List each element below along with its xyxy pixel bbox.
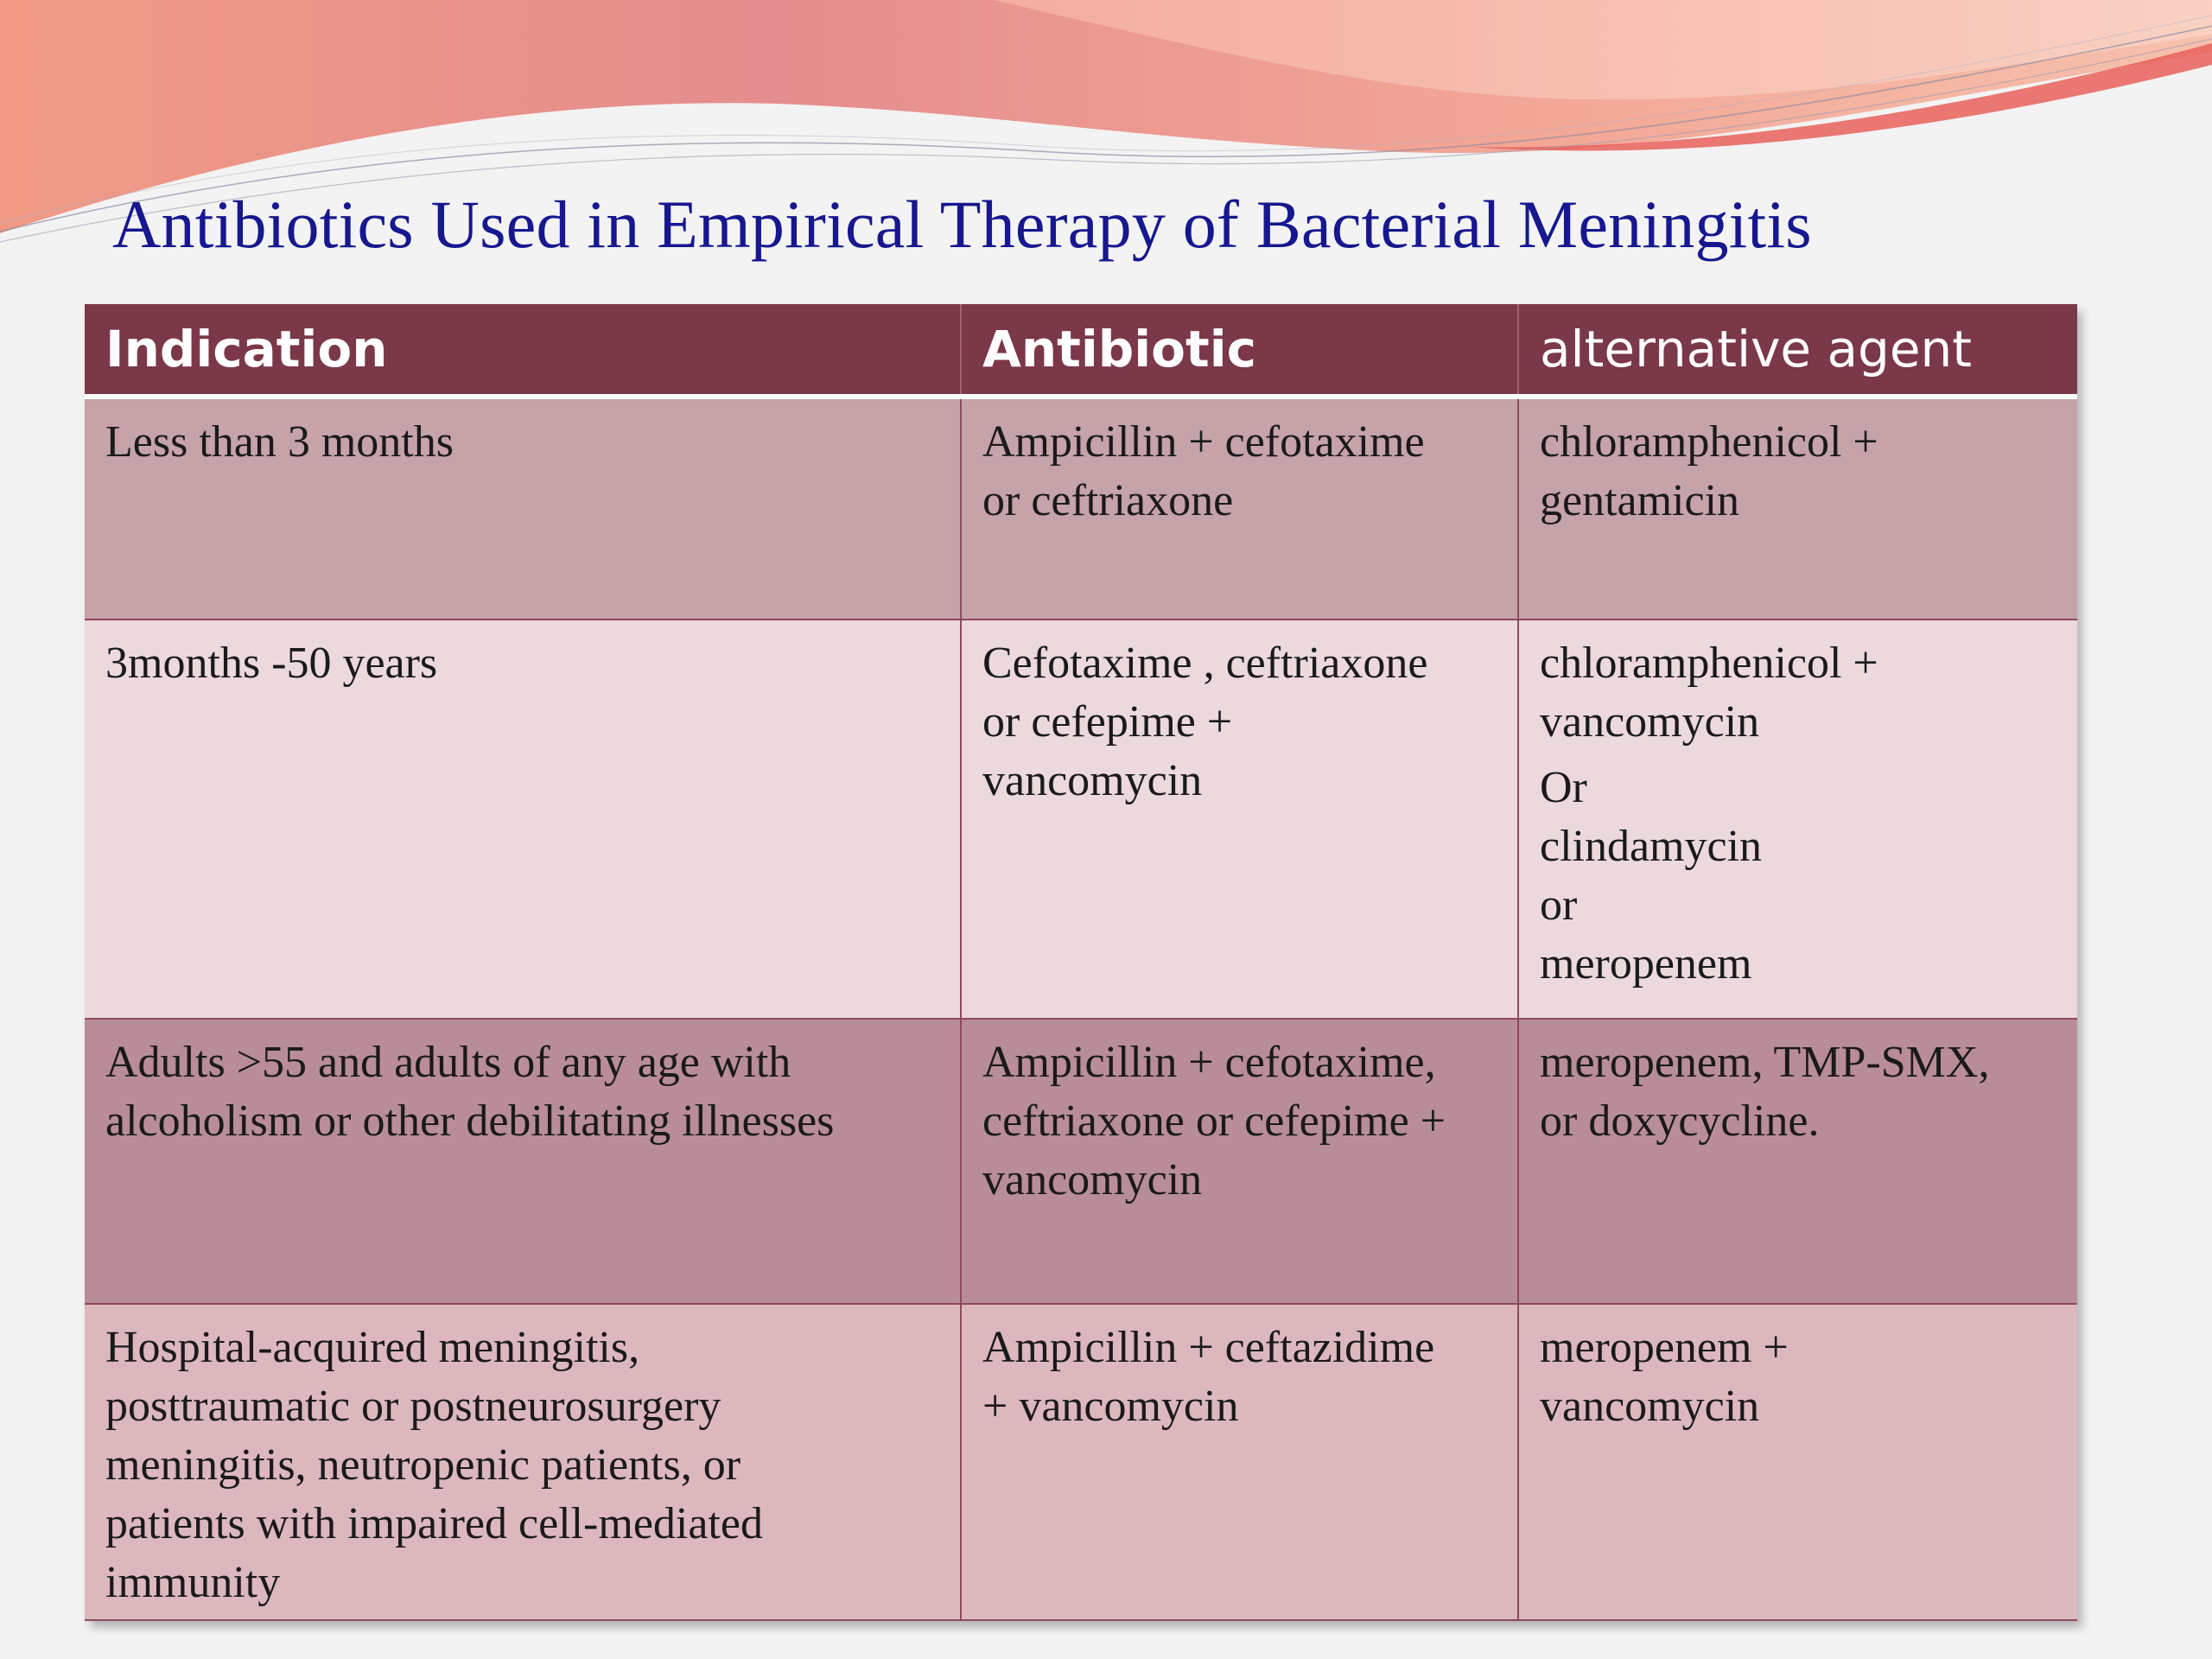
cell-line: posttraumatic or postneurosurgery — [105, 1382, 721, 1431]
indication-cell — [85, 620, 961, 1019]
antibiotic-cell — [961, 397, 1518, 620]
cell-line: vancomycin — [982, 1155, 1203, 1205]
cell-line: or ceftriaxone — [982, 476, 1234, 525]
alternative-agent-cell — [1518, 397, 2077, 620]
cell-line: or cefepime + — [982, 697, 1233, 747]
indication-cell — [85, 397, 961, 620]
cell-line: Ampicillin + ceftazidime — [982, 1323, 1435, 1372]
alternative-agent-cell — [1518, 620, 2077, 1019]
therapy-table-container — [85, 304, 2077, 1621]
cell-line: vancomycin — [982, 756, 1203, 805]
table-row — [85, 397, 2077, 620]
cell-line: chloramphenicol + — [1540, 417, 1878, 467]
cell-line: chloramphenicol + — [1540, 639, 1878, 688]
alternative-agent-cell — [1518, 1304, 2077, 1620]
cell-line: Cefotaxime , ceftriaxone — [982, 639, 1428, 688]
cell-line: + vancomycin — [982, 1382, 1239, 1431]
table-row — [85, 1019, 2077, 1304]
header-alternative-agent: alternative agent — [1518, 304, 2077, 397]
cell-line: Or — [1540, 763, 1587, 812]
antibiotic-cell — [961, 1019, 1518, 1304]
indication-cell — [85, 1304, 961, 1620]
cell-line: meningitis, neutropenic patients, or — [105, 1440, 741, 1490]
cell-line: Adults >55 and adults of any age with — [105, 1038, 791, 1087]
cell-line: vancomycin — [1540, 697, 1760, 747]
cell-line: clindamycin — [1540, 822, 1763, 871]
cell-line: meropenem + — [1540, 1323, 1789, 1372]
cell-line: Ampicillin + cefotaxime — [982, 417, 1425, 467]
cell-line: immunity — [105, 1558, 281, 1607]
cell-line: or doxycycline. — [1540, 1096, 1820, 1146]
cell-line: Ampicillin + cefotaxime, — [982, 1038, 1436, 1087]
antibiotic-cell — [961, 1304, 1518, 1620]
header-indication: Indication — [85, 304, 961, 397]
table-row — [85, 1304, 2077, 1620]
cell-line: alcoholism or other debilitating illnesses — [105, 1096, 835, 1146]
cell-line: gentamicin — [1540, 476, 1740, 525]
cell-line: meropenem, TMP-SMX, — [1540, 1038, 1990, 1087]
table-header-row — [85, 304, 2077, 397]
antibiotic-cell — [961, 620, 1518, 1019]
cell-line: vancomycin — [1540, 1382, 1760, 1431]
table-row — [85, 620, 2077, 1019]
alternative-agent-cell — [1518, 1019, 2077, 1304]
cell-line: patients with impaired cell-mediated — [105, 1499, 763, 1548]
therapy-table — [85, 304, 2077, 1621]
cell-line: 3months -50 years — [105, 639, 438, 688]
cell-line: ceftriaxone or cefepime + — [982, 1096, 1446, 1146]
cell-line: meropenem — [1540, 939, 1752, 988]
cell-line: Hospital-acquired meningitis, — [105, 1323, 640, 1372]
cell-line: or — [1540, 880, 1578, 930]
header-antibiotic: Antibiotic — [961, 304, 1518, 397]
cell-line: Less than 3 months — [105, 417, 454, 467]
slide-title: Antibiotics Used in Empirical Therapy of Bacterial Meningitis — [112, 187, 1812, 262]
indication-cell — [85, 1019, 961, 1304]
